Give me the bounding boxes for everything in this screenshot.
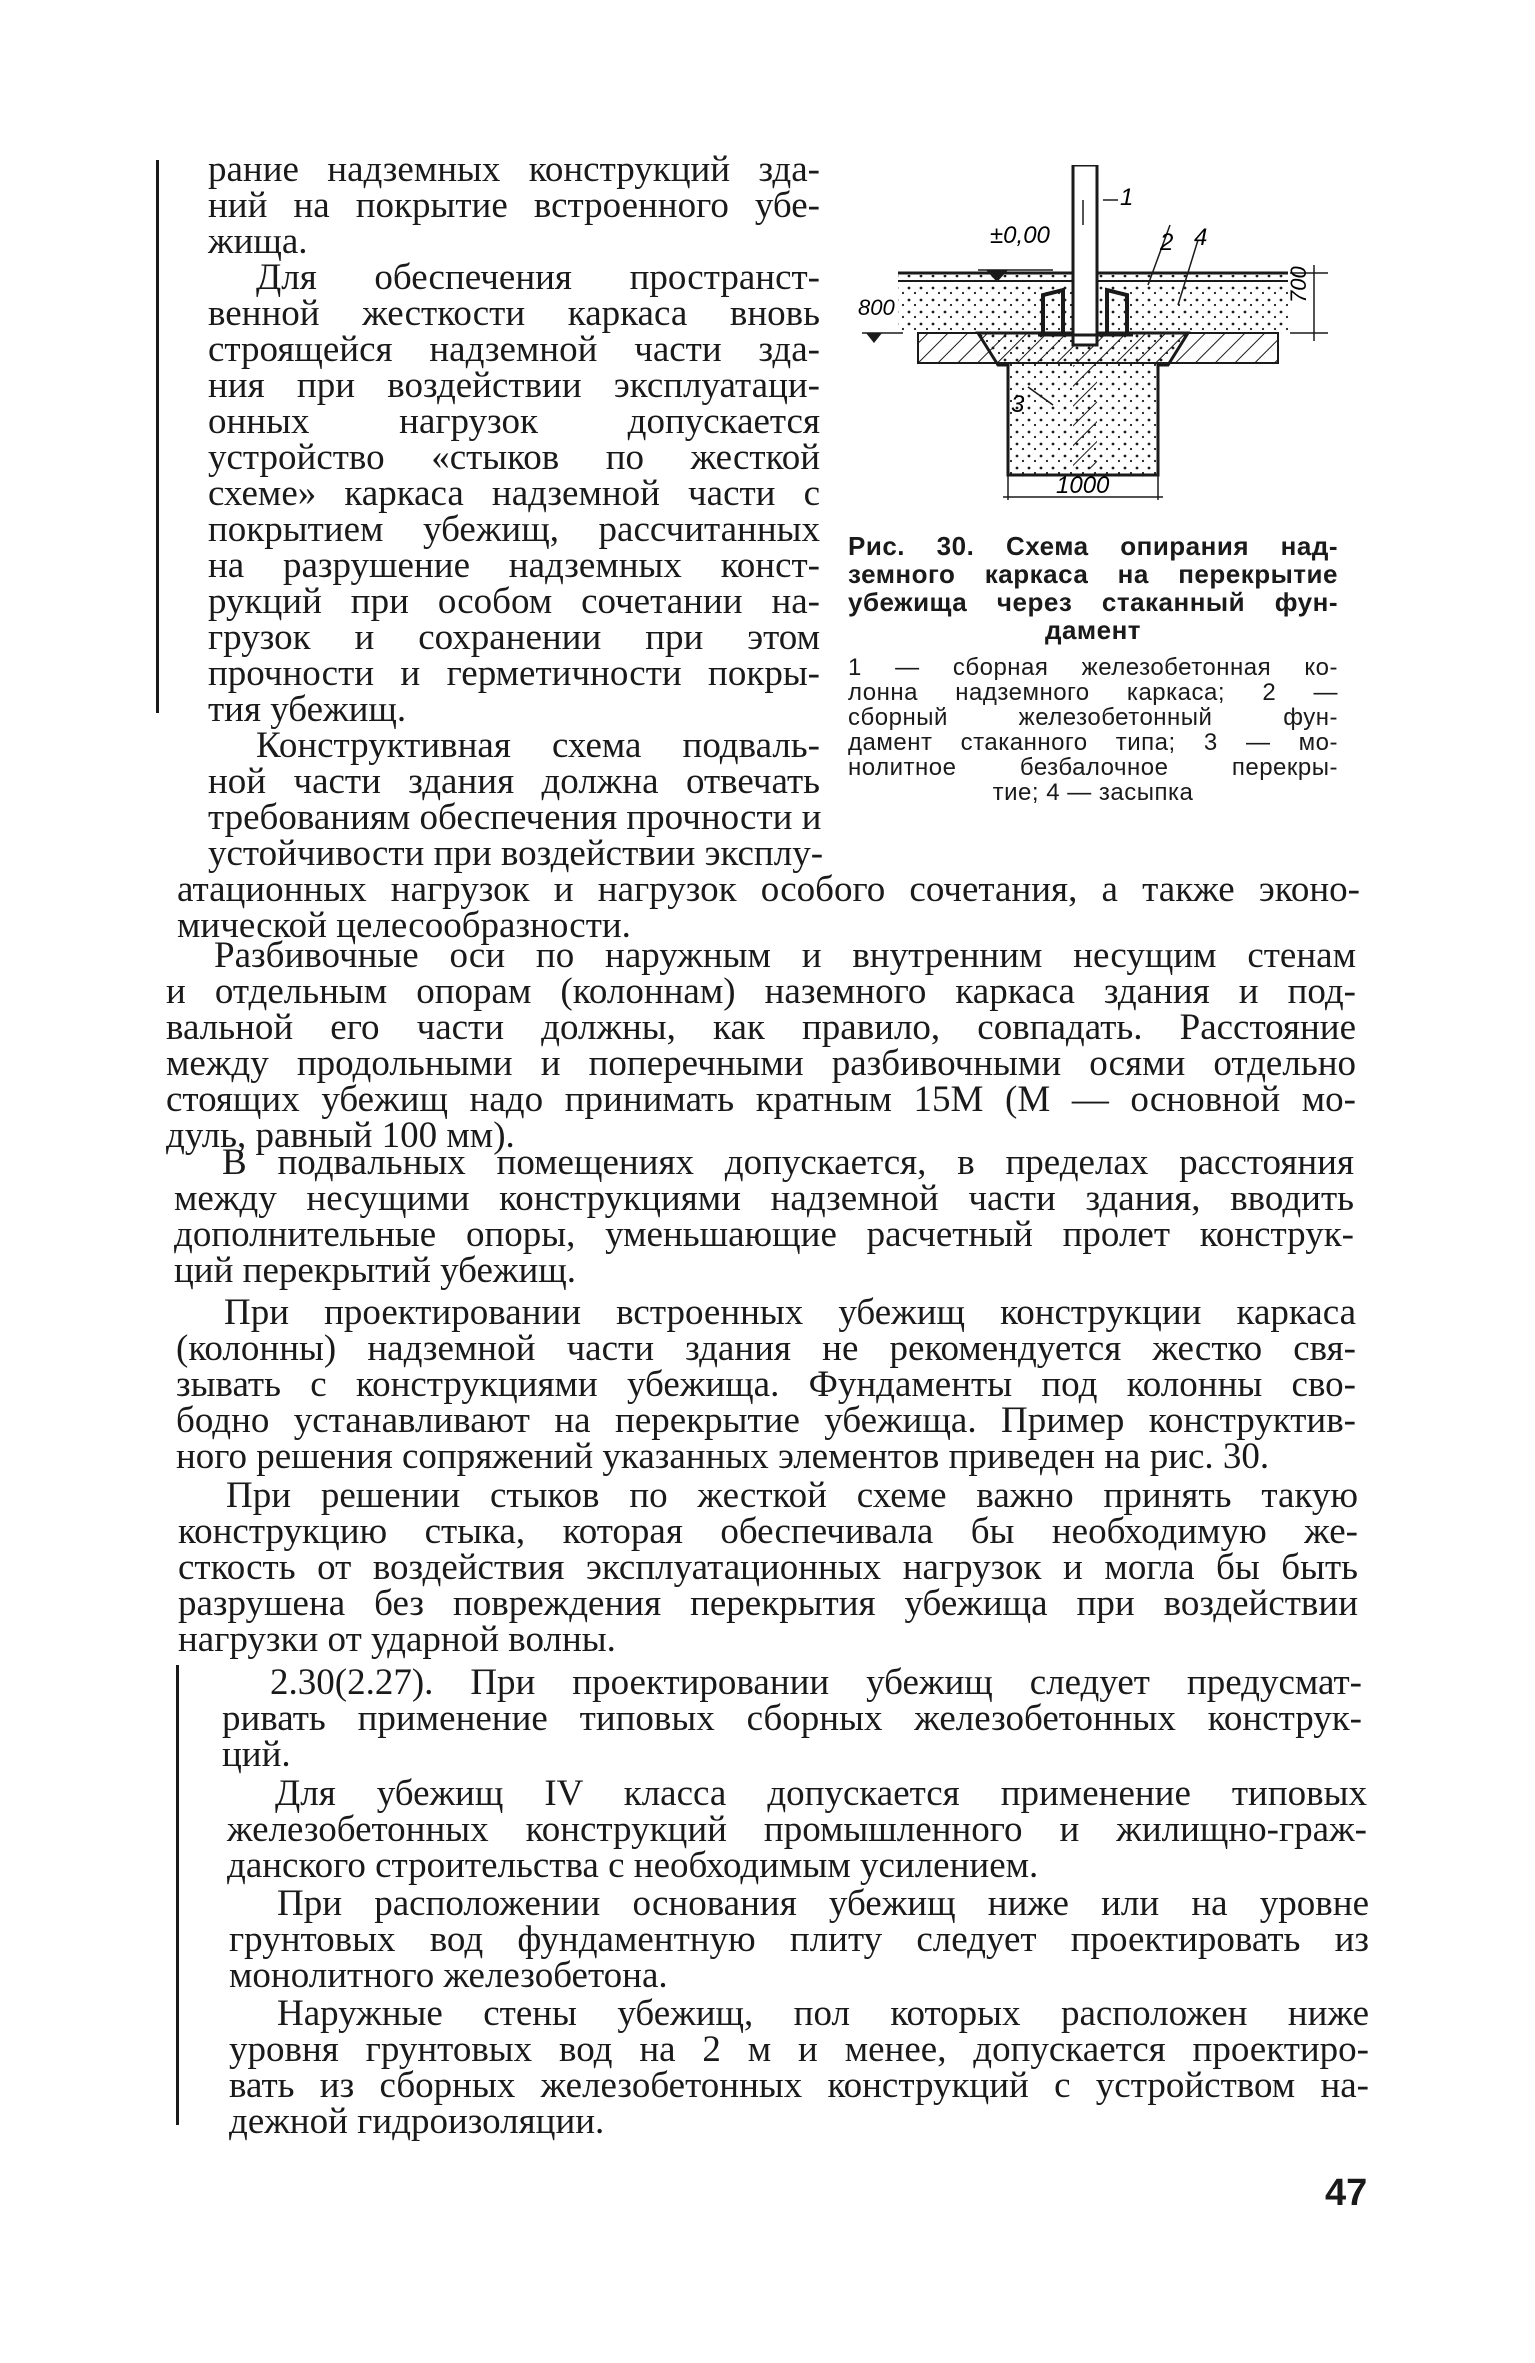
- paragraph-outer-walls: [229, 1993, 1369, 2142]
- text-line: на разрушение надземных конст-: [208, 545, 820, 586]
- text-line: дежной гидроизоляции.: [229, 2101, 605, 2142]
- text-line: ривать применение типовых сборных железобетонных конструк-: [222, 1698, 1362, 1739]
- text-line: тия убежищ.: [208, 689, 407, 730]
- text-line: устойчивости при воздействии эксплу-: [208, 833, 824, 874]
- text-line: конструкцию стыка, которая обеспечивала бы необходимую же-: [178, 1511, 1358, 1552]
- margin-bar-bottom: [176, 1665, 179, 2125]
- text-line: сборный железобетонный фун-: [848, 704, 1338, 731]
- label-2: 2: [1160, 229, 1174, 256]
- text-line: между продольными и поперечными разбивочными осями отдельно: [166, 1043, 1356, 1084]
- text-line: венной жесткости каркаса вновь: [208, 293, 820, 334]
- text-line: Рис. 30. Схема опирания над-: [848, 531, 1338, 561]
- text-line: стоящих убежищ надо принимать кратным 15М (М — основной мо-: [166, 1079, 1356, 1120]
- text-line: устройство «стыков по жесткой: [208, 437, 820, 478]
- text-line: и отдельным опорам (колоннам) наземного каркаса здания и под-: [166, 971, 1356, 1012]
- text-line: Для убежищ IV класса допускается применение типовых: [275, 1773, 1367, 1814]
- column: [1073, 165, 1097, 345]
- text-line: зывать с конструкциями убежища. Фундаменты под колонны сво-: [176, 1364, 1356, 1405]
- text-line: Конструктивная схема подваль-: [256, 725, 820, 766]
- paragraph-continuation: [177, 869, 1360, 946]
- text-line: ний на покрытие встроенного убе-: [208, 185, 820, 226]
- text-line: разрушена без повреждения перекрытия убежища при воздействии: [178, 1583, 1358, 1624]
- paragraph-2-30: [222, 1662, 1362, 1775]
- margin-bar-top: [156, 160, 159, 713]
- text-line: жища.: [208, 221, 308, 262]
- text-line: схеме» каркаса надземной части с: [208, 473, 820, 514]
- text-line: прочности и герметичности покры-: [208, 653, 820, 694]
- text-line: грузок и сохранении при этом: [208, 617, 820, 658]
- text-line: онных нагрузок допускается: [208, 401, 820, 442]
- text-line: В подвальных помещениях допускается, в пределах расстояния: [222, 1142, 1354, 1183]
- paragraph-class-4: [227, 1773, 1367, 1886]
- label-level: ±0,00: [990, 222, 1050, 249]
- text-line: бодно устанавливают на перекрытие убежища. Пример конструктив-: [176, 1400, 1356, 1441]
- text-line: ций.: [222, 1734, 291, 1775]
- text-line: Разбивочные оси по наружным и внутренним несущим стенам: [214, 935, 1356, 976]
- figure-caption-title: [848, 532, 1338, 644]
- text-line: сткость от воздействия эксплуатационных нагрузок и могла бы быть: [178, 1547, 1358, 1588]
- text-line: При расположении основания убежищ ниже или на уровне: [277, 1883, 1369, 1924]
- text-line: ной части здания должна отвечать: [208, 761, 820, 802]
- text-line: При решении стыков по жесткой схеме важно принять такую: [226, 1475, 1358, 1516]
- label-3: 3: [1011, 391, 1025, 418]
- text-line: рукций при особом сочетании на-: [208, 581, 820, 622]
- text-line: При проектировании встроенных убежищ конструкции каркаса: [224, 1292, 1356, 1333]
- text-line: Для обеспечения пространст-: [256, 257, 820, 298]
- paragraph-joints: [178, 1475, 1358, 1660]
- text-line: ного решения сопряжений указанных элементов приведен на рис. 30.: [176, 1436, 1270, 1477]
- text-line: дуль, равный 100 мм).: [166, 1115, 515, 1156]
- text-line: вать из сборных железобетонных конструкций с устройством на-: [229, 2065, 1369, 2106]
- text-line: железобетонных конструкций промышленного и жилищно-граж-: [227, 1809, 1367, 1850]
- text-line: мической целесообразности.: [177, 905, 631, 946]
- figure-30-drawing: [858, 165, 1338, 515]
- label-1: 1: [1120, 184, 1134, 211]
- top-text-block: [208, 149, 824, 874]
- text-line: лонна надземного каркаса; 2 —: [848, 679, 1338, 706]
- text-line: вальной его части должны, как правило, совпадать. Расстояние: [166, 1007, 1356, 1048]
- text-line: 1 — сборная железобетонная ко-: [848, 654, 1338, 681]
- text-line: требованиям обеспечения прочности и: [208, 797, 822, 838]
- text-line: атационных нагрузок и нагрузок особого сочетания, а также эконо-: [177, 869, 1360, 910]
- text-line: дамент: [1044, 615, 1142, 645]
- text-line: дополнительные опоры, уменьшающие расчетный пролет конструк-: [174, 1214, 1354, 1255]
- text-line: земного каркаса на перекрытие: [848, 559, 1338, 589]
- paragraph-basement: [174, 1142, 1354, 1291]
- text-line: Наружные стены убежищ, пол которых расположен ниже: [277, 1993, 1369, 2034]
- text-line: тие; 4 — засыпка: [992, 779, 1194, 806]
- label-dim-700: 700: [1286, 266, 1311, 303]
- text-line: убежища через стаканный фун-: [848, 587, 1338, 617]
- text-line: данского строительства с необходимым усилением.: [227, 1845, 1039, 1886]
- text-line: грунтовых вод фундаментную плиту следует проектировать из: [229, 1919, 1369, 1960]
- text-line: покрытием убежищ, рассчитанных: [208, 509, 820, 550]
- text-line: дамент стаканного типа; 3 — мо-: [848, 729, 1338, 756]
- text-line: ций перекрытий убежищ.: [174, 1250, 577, 1291]
- paragraph-builtin-shelters: [176, 1292, 1356, 1477]
- paragraph-axes: [166, 935, 1356, 1156]
- label-dim-1000: 1000: [1056, 472, 1110, 499]
- label-dim-800: 800: [858, 295, 895, 320]
- text-line: монолитного железобетона.: [229, 1955, 668, 1996]
- figure-caption-legend: [848, 655, 1338, 805]
- text-line: между несущими конструкциями надземной части здания, вводить: [174, 1178, 1354, 1219]
- text-line: строящейся надземной части зда-: [208, 329, 820, 370]
- paragraph-groundwater: [229, 1883, 1369, 1996]
- text-line: 2.30(2.27). При проектировании убежищ следует предусмат-: [270, 1662, 1362, 1703]
- text-line: нагрузки от ударной волны.: [178, 1619, 616, 1660]
- text-line: рание надземных конструкций зда-: [208, 149, 820, 190]
- text-line: (колонны) надземной части здания не рекомендуется жестко свя-: [176, 1328, 1356, 1369]
- text-line: ния при воздействии эксплуатаци-: [208, 365, 820, 406]
- text-line: уровня грунтовых вод на 2 м и менее, допускается проектиро-: [229, 2029, 1369, 2070]
- text-line: нолитное безбалочное перекры-: [848, 754, 1338, 781]
- label-4: 4: [1194, 224, 1208, 251]
- page-number: 47: [1325, 2172, 1368, 2214]
